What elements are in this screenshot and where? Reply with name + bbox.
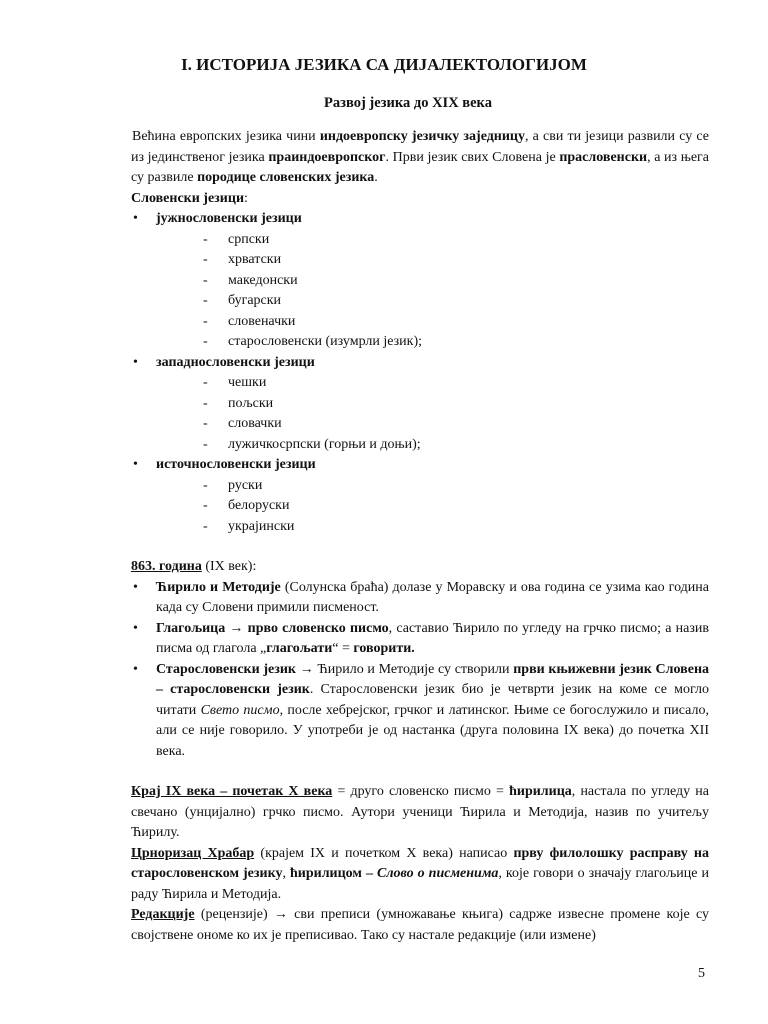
list-item: - словеначки (203, 312, 709, 333)
list-item: - руски (203, 476, 709, 497)
language-list (156, 476, 709, 538)
spacer (131, 762, 709, 782)
group-name: источнословенски језици (156, 457, 316, 472)
list-item: • Старословенски језик → Ћирило и Методије су створили први књижевни језик Словена – старословенски језик. Старословенски језик био је четврти језик на коме се могло читати Свето писмо, после хебрејског, грчког и латинског. Њиме се богослужило и писало, али се није говорило. У употреби је од настанка (друга половина IX века) до почетка XII века. (131, 660, 709, 763)
intro-paragraph (131, 127, 709, 189)
group-name: јужнословенски језици (156, 211, 302, 226)
group-name: западнословенски језици (156, 354, 315, 370)
list-item (131, 209, 709, 353)
intro-text: , а из њега су развиле (131, 149, 709, 185)
intro-bold-2: праиндоевропског (268, 149, 386, 165)
spacer (131, 537, 709, 557)
list-item: - словачки (203, 414, 709, 435)
section-subtitle: Развој језика до XIX века (324, 95, 492, 111)
list-item: - српски (203, 230, 709, 251)
list-item: - бугарски (203, 291, 709, 312)
events-863-list (131, 578, 709, 763)
intro-text: , а сви ти језици развили су се из јединственог језика (131, 129, 709, 165)
list-item: - хрватски (203, 250, 709, 271)
paragraph-hrabar: Црноризац Храбар (крајем IX и почетком X века) написао прву филолошку расправу на старословенском језику, ћирилицом – Слово о писменима, које говори о значају глагољице и раду Ћирила и Методија. (131, 845, 709, 902)
list-item (131, 353, 709, 456)
intro-bold-1: индоевропску језичку заједницу (319, 129, 525, 144)
list-item: - чешки (203, 373, 709, 394)
intro-text: . (374, 170, 378, 185)
year-863-heading: 863. година (IX век): (131, 559, 257, 574)
list-item: - пољски (203, 394, 709, 415)
list-item: • Ћирило и Методије (Солунска браћа) долазе у Моравску и ова година се узима као година када су Словени примили писменост. (131, 578, 709, 619)
language-list (156, 230, 709, 353)
list-item (131, 455, 709, 537)
paragraph-redakcije: Редакције (рецензије) → сви преписи (умножавање књига) садрже извесне промене које су својствене ономе ко их је преписивао. Тако су настале редакције (или измене) (131, 907, 709, 943)
list-item: • Глагољица → прво словенско писмо, саставио Ћирило по угледу на грчко писмо; а назив писма од глагола „глагољати“ = говорити. (131, 619, 709, 660)
intro-bold-4: породице словенских језика (197, 170, 375, 185)
intro-bold-3: прасловенски (559, 149, 648, 165)
list-item: - украјински (203, 517, 709, 538)
list-item: - лужичкосрпски (горњи и доњи); (203, 435, 709, 456)
slavic-heading: Словенски језици: (131, 190, 248, 206)
intro-text: . Први језик свих Словена је (385, 149, 560, 165)
list-item: - белоруски (203, 496, 709, 517)
page-title: I. ИСТОРИЈА ЈЕЗИКА СА ДИЈАЛЕКТОЛОГИЈОМ (181, 55, 587, 74)
page-number: 5 (698, 966, 705, 981)
list-item: - старословенски (изумрли језик); (203, 332, 709, 353)
paragraph-kraj: Крај IX века – почетак X века = друго словенско писмо = ћирилица, настала по угледу на свечано (унцијално) грчко писмо. Аутори ученици Ћирила и Методија, назив по учитељу Ћирилу. (131, 784, 709, 840)
document-body (131, 127, 709, 946)
list-item: - македонски (203, 271, 709, 292)
slavic-groups-list (131, 209, 709, 537)
intro-text: Већина европских језика чини (132, 129, 320, 144)
language-list (156, 373, 709, 455)
